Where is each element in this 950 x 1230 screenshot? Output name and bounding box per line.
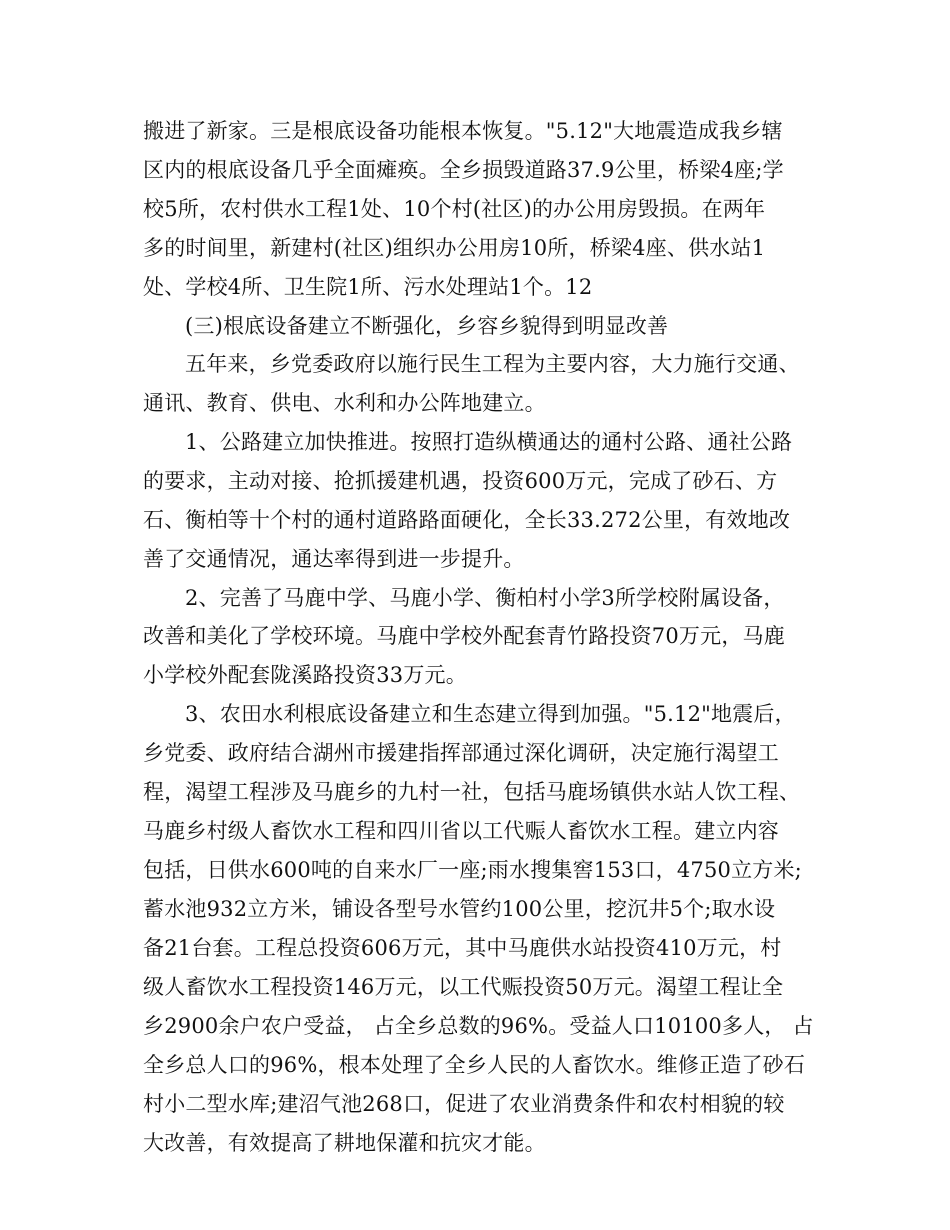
text-line: 石、衡柏等十个村的通村道路路面硬化，全长33.272公里，有效地改 [143,508,791,532]
section-heading: (三)根底设备建立不断强化，乡容乡貌得到明显改善 [185,314,669,338]
text-line: 马鹿乡村级人畜饮水工程和四川省以工代赈人畜饮水工程。建立内容 [143,819,779,843]
text-line: 备21台套。工程总投资606万元，其中马鹿供水站投资410万元，村 [143,936,782,960]
text-line: 大改善，有效提高了耕地保灌和抗灾才能。 [143,1131,546,1155]
text-line: 全乡总人口的96%，根本处理了全乡人民的人畜饮水。维修正造了砂石 [143,1053,806,1077]
text-line: 善了交通情况，通达率得到进一步提升。 [143,547,525,571]
text-line: 处、学校4所、卫生院1所、污水处理站1个。12 [143,275,593,299]
text-line: 五年来，乡党委政府以施行民生工程为主要内容，大力施行交通、 [185,352,800,376]
text-line: 蓄水池932立方米，铺设各型号水管约100公里，挖沉井5个;取水设 [143,897,776,921]
text-line: 村小二型水库;建沼气池268口，促进了农业消费条件和农村相貌的较 [143,1092,785,1116]
text-line: 级人畜饮水工程投资146万元，以工代赈投资50万元。渴望工程让全 [143,975,784,999]
text-line: 2、完善了马鹿中学、马鹿小学、衡柏村小学3所学校附属设备， [185,586,785,610]
text-line: 程，渴望工程涉及马鹿乡的九村一社，包括马鹿场镇供水站人饮工程、 [143,780,801,804]
text-line: 1、公路建立加快推进。按照打造纵横通达的通村公路、通社公路 [185,430,793,454]
text-line: 搬进了新家。三是根底设备功能根本恢复。"5.12"大地震造成我乡辖 [143,119,783,143]
text-line: 通讯、教育、供电、水利和办公阵地建立。 [143,391,546,415]
text-line: 的要求，主动对接、抢抓援建机遇，投资600万元，完成了砂石、方 [143,469,778,493]
text-line: 区内的根底设备几乎全面瘫痪。全乡损毁道路37.9公里，桥梁4座;学 [143,158,784,182]
text-line: 小学校外配套陇溪路投资33万元。 [143,663,467,687]
text-line: 乡2900余户农户受益， 占全乡总数的96%。受益人口10100多人， 占 [143,1014,814,1038]
text-line: 校5所，农村供水工程1处、10个村(社区)的办公用房毁损。在两年 [143,197,766,221]
text-line: 多的时间里，新建村(社区)组织办公用房10所，桥梁4座、供水站1 [143,236,766,260]
text-line: 改善和美化了学校环境。马鹿中学校外配套青竹路投资70万元，马鹿 [143,624,785,648]
text-line: 3、农田水利根底设备建立和生态建立得到加强。"5.12"地震后， [185,702,796,726]
text-line: 包括，日供水600吨的自来水厂一座;雨水搜集窖153口，4750立方米; [143,858,802,882]
text-line: 乡党委、政府结合湖州市援建指挥部通过深化调研，决定施行渴望工 [143,741,779,765]
